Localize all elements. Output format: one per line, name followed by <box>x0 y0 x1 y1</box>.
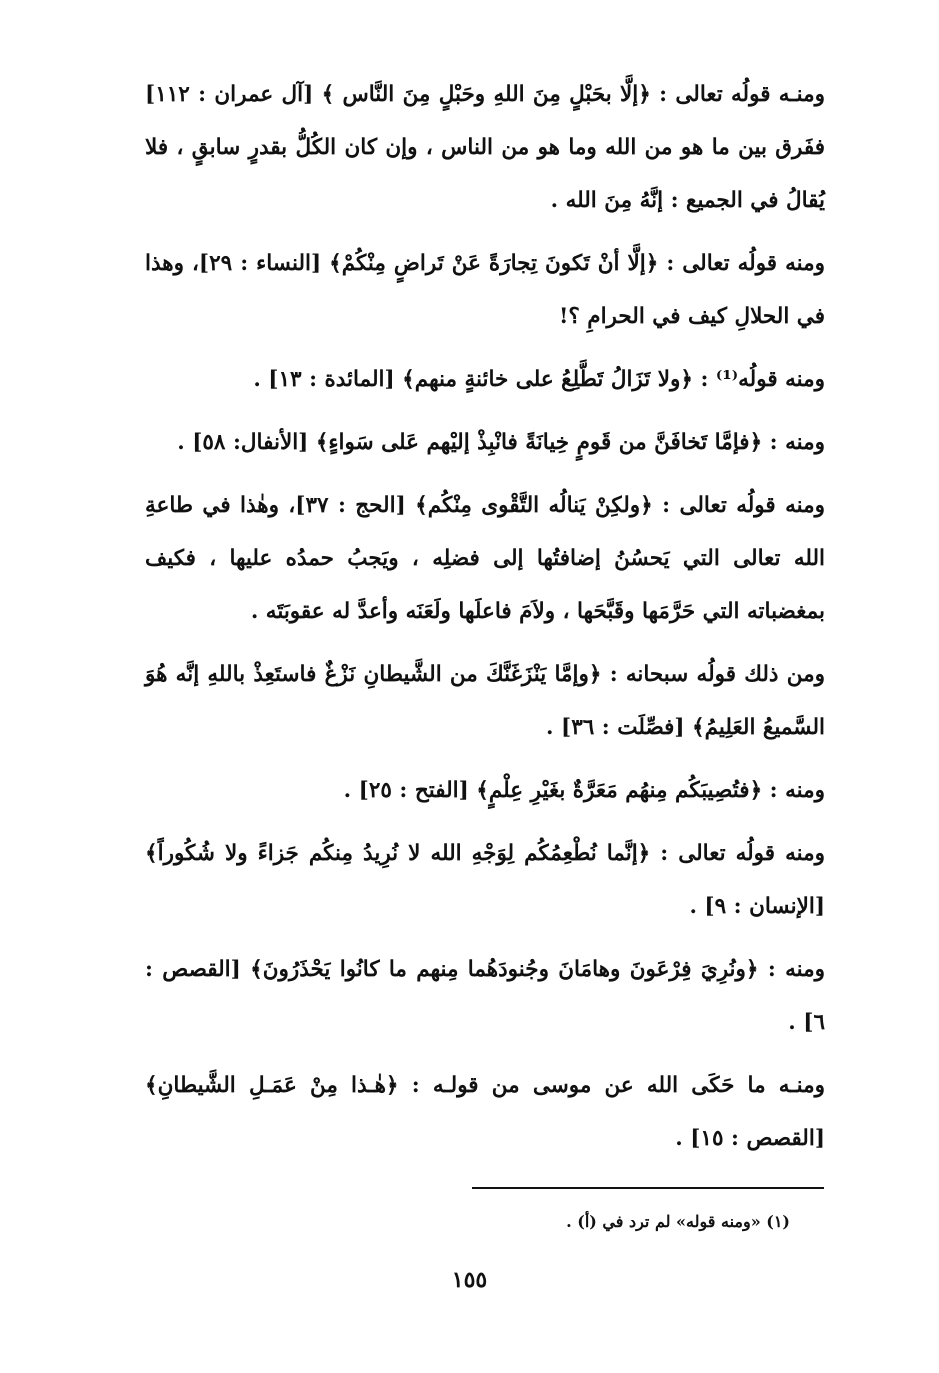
footnote-divider <box>472 1187 824 1189</box>
paragraph: ومنـه ما حَكَى الله عن موسى من قولـه : ﴿هٰـذا مِنْ عَمَـلِ الشَّيطانِ﴾ [القصص : ١٥] . <box>145 1073 825 1151</box>
paragraph: ومنه قولُه تعالى : ﴿إنَّما نُطْعِمُكُم لِوَجْهِ الله لا نُرِيدُ مِنكُم جَزاءً ولا شُكُوراً﴾ [الإنسان : ٩] . <box>145 841 825 919</box>
paragraph: ومنه : ﴿فتُصِيبَكُم مِنهُم مَعَرَّةٌ بغَيْرِ عِلْمٍ﴾ [الفتح : ٢٥] . <box>343 778 825 803</box>
paragraph: ومنه : ﴿فإمَّا تَخافَنَّ من قَومٍ خِيانَةً فانْبِذْ إليْهم عَلى سَواءٍ﴾ [الأنفال: ٥٨] . <box>177 430 825 455</box>
paragraph: ومن ذلك قولُه سبحانه : ﴿وإمَّا يَنْزَغَنَّكَ من الشَّيطانِ نَزْغٌ فاستَعِذْ باللهِ إنَّه هُوَ السَّميعُ العَلِيمُ﴾ [فصِّلَت : ٣٦] . <box>145 662 825 740</box>
paragraph: ومنه قولُه تعالى : ﴿إلَّا أنْ تَكونَ تِجارَةً عَنْ تَراضٍ مِنْكُمْ﴾ [النساء : ٢٩]، وهذا في الحلالِ كيف في الحرامِ ؟! <box>145 251 825 329</box>
paragraph: ومنه : ﴿ونُرِيَ فِرْعَونَ وهامَانَ وجُنودَهُما مِنهم ما كانُوا يَحْذَرُونَ﴾ [القصص : ٦] . <box>145 957 825 1035</box>
paragraph: ومنه قولُه تعالى : ﴿ولكِنْ يَنالُه التَّقْوى مِنْكُم﴾ [الحج : ٣٧]، وهٰذا في طاعةِ الله تعالى التي يَحسُنُ إضافتُها إلى فضلِه ، ويَجبُ حمدُه عليها ، فكيف بمغضباته التي حَرَّمَها وقَبَّحَها ، ولاَمَ فاعلَها ولَعَنَه وأعدَّ له عقوبَتَه . <box>145 493 825 624</box>
footnote: (١) «ومنه قوله» لم ترد في (أ) . <box>566 1212 790 1231</box>
body-text <box>145 68 825 1175</box>
page-number: ١٥٥ <box>451 1267 488 1293</box>
paragraph: ومنـه قولُه تعالى : ﴿إلَّا بحَبْلٍ مِنَ اللهِ وحَبْلٍ مِنَ النَّاس ﴾ [آل عمران : ١١٢] ففَرق بين ما هو من الله وما هو من الناس ، وإن كان الكُلُّ بقدرٍ سابقٍ ، فلا يُقالُ في الجميع : إنَّهُ مِنَ الله . <box>145 82 825 213</box>
paragraph: ومنه قولُه⁽¹⁾ : ﴿ولا تَزَالُ تَطَّلِعُ على خائنةٍ منهم﴾ [المائدة : ١٣] . <box>253 367 825 392</box>
